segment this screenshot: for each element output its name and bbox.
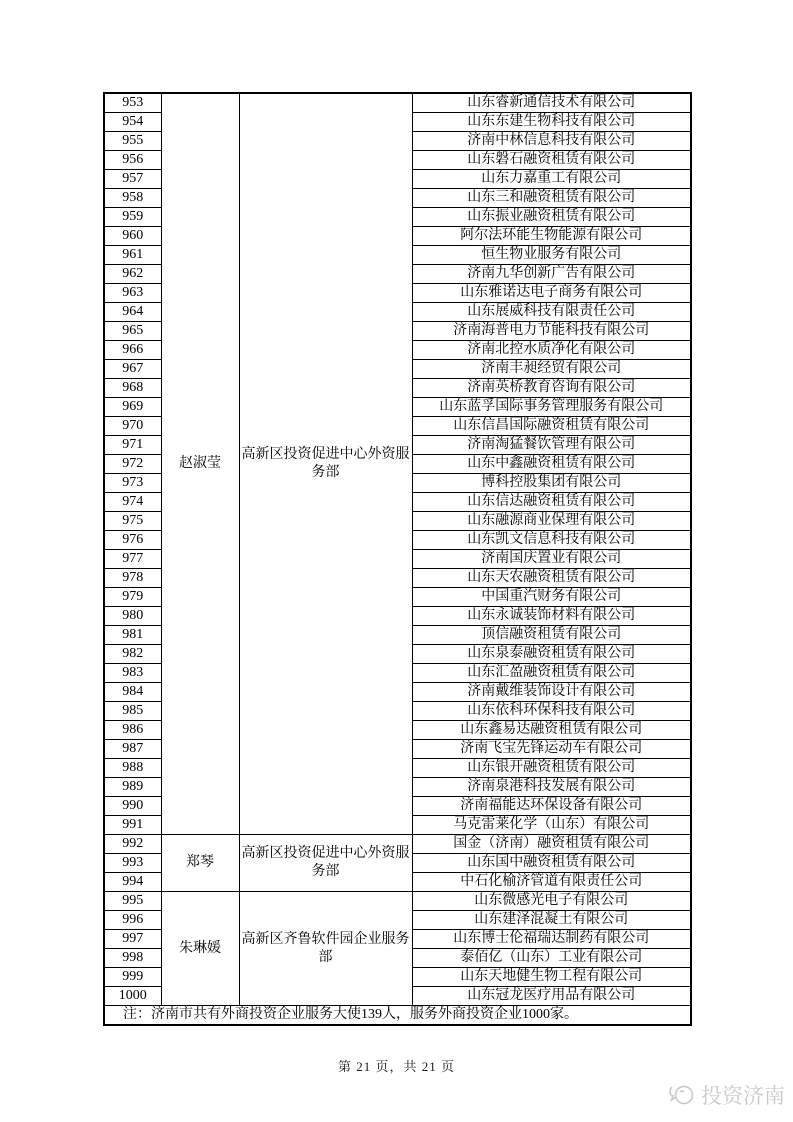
row-number-cell: 979 [104,588,161,607]
row-number-cell: 985 [104,702,161,721]
company-name-cell: 山东东建生物科技有限公司 [412,113,691,132]
row-number-cell: 999 [104,968,161,987]
row-number-cell: 981 [104,626,161,645]
invest-jinan-logo-icon [668,1083,698,1107]
company-name-cell: 山东振业融资租赁有限公司 [412,208,691,227]
company-name-cell: 山东天地健生物工程有限公司 [412,968,691,987]
row-number-cell: 978 [104,569,161,588]
row-number-cell: 980 [104,607,161,626]
company-name-cell: 山东融源商业保理有限公司 [412,512,691,531]
row-number-cell: 957 [104,170,161,189]
row-number-cell: 974 [104,493,161,512]
company-name-cell: 济南戴维装饰设计有限公司 [412,683,691,702]
table-row [104,93,691,113]
row-number-cell: 954 [104,113,161,132]
company-name-cell: 济南丰昶经贸有限公司 [412,360,691,379]
row-number-cell: 965 [104,322,161,341]
department-cell: 高新区投资促进中心外资服务部 [239,835,412,892]
row-number-cell: 994 [104,873,161,892]
row-number-cell: 992 [104,835,161,854]
row-number-cell: 966 [104,341,161,360]
company-name-cell: 山东银开融资租赁有限公司 [412,759,691,778]
row-number-cell: 959 [104,208,161,227]
row-number-cell: 993 [104,854,161,873]
company-name-cell: 中国重汽财务有限公司 [412,588,691,607]
row-number-cell: 973 [104,474,161,493]
row-number-cell: 988 [104,759,161,778]
row-number-cell: 958 [104,189,161,208]
row-number-cell: 996 [104,911,161,930]
row-number-cell: 998 [104,949,161,968]
row-number-cell: 990 [104,797,161,816]
row-number-cell: 1000 [104,987,161,1006]
company-name-cell: 济南北控水质净化有限公司 [412,341,691,360]
ambassador-name-cell: 朱琳媛 [161,892,239,1006]
company-name-cell: 恒生物业服务有限公司 [412,246,691,265]
table-row [104,835,691,854]
row-number-cell: 963 [104,284,161,303]
company-name-cell: 顶信融资租赁有限公司 [412,626,691,645]
note-text: 注：济南市共有外商投资企业服务大使139人，服务外商投资企业1000家。 [104,1006,691,1026]
page-number-footer: 第 21 页，共 21 页 [337,1059,455,1074]
department-cell: 高新区投资促进中心外资服务部 [239,93,412,835]
company-name-cell: 山东展威科技有限责任公司 [412,303,691,322]
ambassador-company-table [103,92,692,1026]
row-number-cell: 986 [104,721,161,740]
company-name-cell: 济南海普电力节能科技有限公司 [412,322,691,341]
row-number-cell: 976 [104,531,161,550]
company-name-cell: 山东三和融资租赁有限公司 [412,189,691,208]
company-name-cell: 山东国中融资租赁有限公司 [412,854,691,873]
company-name-cell: 济南泉港科技发展有限公司 [412,778,691,797]
company-name-cell: 济南飞宝先锋运动车有限公司 [412,740,691,759]
row-number-cell: 995 [104,892,161,911]
watermark-label: 投资济南 [701,1085,785,1108]
company-name-cell: 山东微感光电子有限公司 [412,892,691,911]
company-name-cell: 山东泉泰融资租赁有限公司 [412,645,691,664]
row-number-cell: 956 [104,151,161,170]
row-number-cell: 953 [104,93,161,113]
row-number-cell: 961 [104,246,161,265]
company-name-cell: 国金（济南）融资租赁有限公司 [412,835,691,854]
table-note-row [104,1006,691,1026]
row-number-cell: 989 [104,778,161,797]
company-name-cell: 山东中鑫融资租赁有限公司 [412,455,691,474]
row-number-cell: 967 [104,360,161,379]
ambassador-table-body [104,93,691,1025]
company-name-cell: 博科控股集团有限公司 [412,474,691,493]
company-name-cell: 山东雅诺达电子商务有限公司 [412,284,691,303]
row-number-cell: 987 [104,740,161,759]
row-number-cell: 970 [104,417,161,436]
ambassador-name-cell: 郑琴 [161,835,239,892]
row-number-cell: 971 [104,436,161,455]
company-name-cell: 济南中林信息科技有限公司 [412,132,691,151]
row-number-cell: 977 [104,550,161,569]
row-number-cell: 962 [104,265,161,284]
row-number-cell: 969 [104,398,161,417]
company-name-cell: 山东冠龙医疗用品有限公司 [412,987,691,1006]
row-number-cell: 972 [104,455,161,474]
row-number-cell: 975 [104,512,161,531]
company-name-cell: 山东磐石融资租赁有限公司 [412,151,691,170]
company-name-cell: 山东鑫易达融资租赁有限公司 [412,721,691,740]
company-name-cell: 中石化榆济管道有限责任公司 [412,873,691,892]
company-name-cell: 山东天农融资租赁有限公司 [412,569,691,588]
row-number-cell: 982 [104,645,161,664]
company-name-cell: 济南英桥教育咨询有限公司 [412,379,691,398]
row-number-cell: 960 [104,227,161,246]
department-cell: 高新区齐鲁软件园企业服务部 [239,892,412,1006]
watermark [668,1080,785,1110]
row-number-cell: 983 [104,664,161,683]
company-name-cell: 阿尔法环能生物能源有限公司 [412,227,691,246]
company-name-cell: 泰佰亿（山东）工业有限公司 [412,949,691,968]
row-number-cell: 964 [104,303,161,322]
company-name-cell: 山东睿新通信技术有限公司 [412,93,691,113]
company-name-cell: 济南国庆置业有限公司 [412,550,691,569]
company-name-cell: 山东凯文信息科技有限公司 [412,531,691,550]
company-name-cell: 山东信达融资租赁有限公司 [412,493,691,512]
company-name-cell: 山东汇盈融资租赁有限公司 [412,664,691,683]
company-name-cell: 山东依科环保科技有限公司 [412,702,691,721]
company-name-cell: 山东力嘉重工有限公司 [412,170,691,189]
row-number-cell: 997 [104,930,161,949]
company-name-cell: 山东蓝孚国际事务管理服务有限公司 [412,398,691,417]
company-name-cell: 山东永诚装饰材料有限公司 [412,607,691,626]
company-name-cell: 济南福能达环保设备有限公司 [412,797,691,816]
company-name-cell: 济南九华创新广告有限公司 [412,265,691,284]
table-row [104,892,691,911]
row-number-cell: 984 [104,683,161,702]
company-name-cell: 山东建泽混凝土有限公司 [412,911,691,930]
row-number-cell: 955 [104,132,161,151]
company-name-cell: 山东博士伦福瑞达制药有限公司 [412,930,691,949]
company-name-cell: 山东信昌国际融资租赁有限公司 [412,417,691,436]
row-number-cell: 968 [104,379,161,398]
row-number-cell: 991 [104,816,161,835]
company-name-cell: 济南淘猛餐饮管理有限公司 [412,436,691,455]
ambassador-name-cell: 赵淑莹 [161,93,239,835]
company-name-cell: 马克雷莱化学（山东）有限公司 [412,816,691,835]
